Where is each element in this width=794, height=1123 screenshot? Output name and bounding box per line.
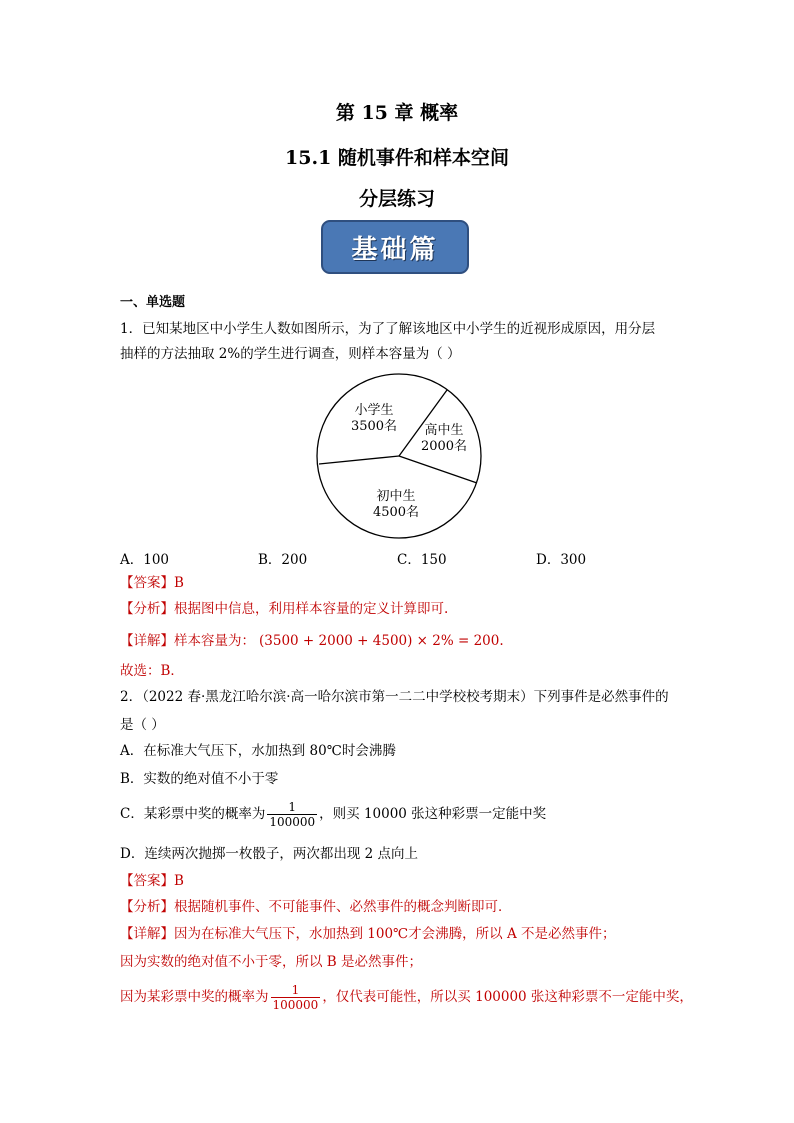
slice-name-1: 高中生 xyxy=(424,423,464,438)
slice-name-0: 小学生 xyxy=(354,403,394,418)
slice-label-2: 4500名 xyxy=(372,505,420,520)
q2-detail-2: 因为实数的绝对值不小于零，所以 B 是必然事件； xyxy=(120,954,423,970)
q1-line1: 1．已知某地区中小学生人数如图所示，为了了解该地区中小学生的近视形成原因，用分层 xyxy=(120,321,656,337)
q1-analysis: 【分析】根据图中信息，利用样本容量的定义计算即可. xyxy=(120,601,449,617)
q1-option-a: A．100 xyxy=(120,552,170,568)
pie-chart xyxy=(310,372,490,542)
chapter-title: 第 15 章 概率 xyxy=(335,102,459,124)
slice-name-2: 初中生 xyxy=(376,489,416,504)
part-heading: 一、单选题 xyxy=(120,295,186,310)
subtitle: 分层练习 xyxy=(358,188,435,210)
q1-option-d: D．300 xyxy=(536,552,587,568)
q2-detail-3: 因为某彩票中奖的概率为 $\frac{1}{100000}$ ，仅代表可能性，所以买 100000 张这种彩票不一定能中奖， xyxy=(120,983,693,1012)
q1-option-b: B．200 xyxy=(258,552,308,568)
q1-formula: (3500 + 2000 + 4500) × 2% = 200 xyxy=(259,633,500,649)
slice-label-0: 3500名 xyxy=(350,419,398,434)
q1-conclusion: 故选：B． xyxy=(120,663,184,679)
q2-detail-fraction: $\frac{1}{100000}$ xyxy=(272,983,319,1012)
q2-option-a: A．在标准大气压下，水加热到 80℃时会沸腾 xyxy=(120,743,396,759)
q2-detail-1: 【详解】因为在标准大气压下，水加热到 100℃才会沸腾，所以 A 不是必然事件； xyxy=(120,926,616,942)
q1-line2: 抽样的方法抽取 2%的学生进行调查，则样本容量为（ ） xyxy=(120,346,461,362)
q2-option-b: B．实数的绝对值不小于零 xyxy=(120,771,279,787)
q2-option-d: D．连续两次抛掷一枚骰子，两次都出现 2 点向上 xyxy=(120,846,418,862)
level-badge: 基础篇 xyxy=(321,220,469,274)
q2-option-c-fraction: $\frac{1}{100000}$ xyxy=(269,800,316,829)
q1-answer: 【答案】B xyxy=(120,575,184,591)
q2-line2: 是（ ） xyxy=(120,717,165,733)
q1-detail: 【详解】样本容量为： (3500 + 2000 + 4500) × 2% = 200. xyxy=(120,633,504,649)
slice-label-1: 2000名 xyxy=(420,439,468,454)
q2-option-c: C．某彩票中奖的概率为 $\frac{1}{100000}$ ，则买 10000 张这种彩票一定能中奖 xyxy=(120,800,547,829)
q1-option-c: C．150 xyxy=(397,552,447,568)
section-title: 15.1 随机事件和样本空间 xyxy=(285,147,509,169)
q2-analysis: 【分析】根据随机事件、不可能事件、必然事件的概念判断即可． xyxy=(120,899,512,915)
q2-line1: 2．（2022 春·黑龙江哈尔滨·高一哈尔滨市第一二二中学校校考期末）下列事件是必然事件的 xyxy=(120,689,669,705)
q2-answer: 【答案】B xyxy=(120,873,184,889)
